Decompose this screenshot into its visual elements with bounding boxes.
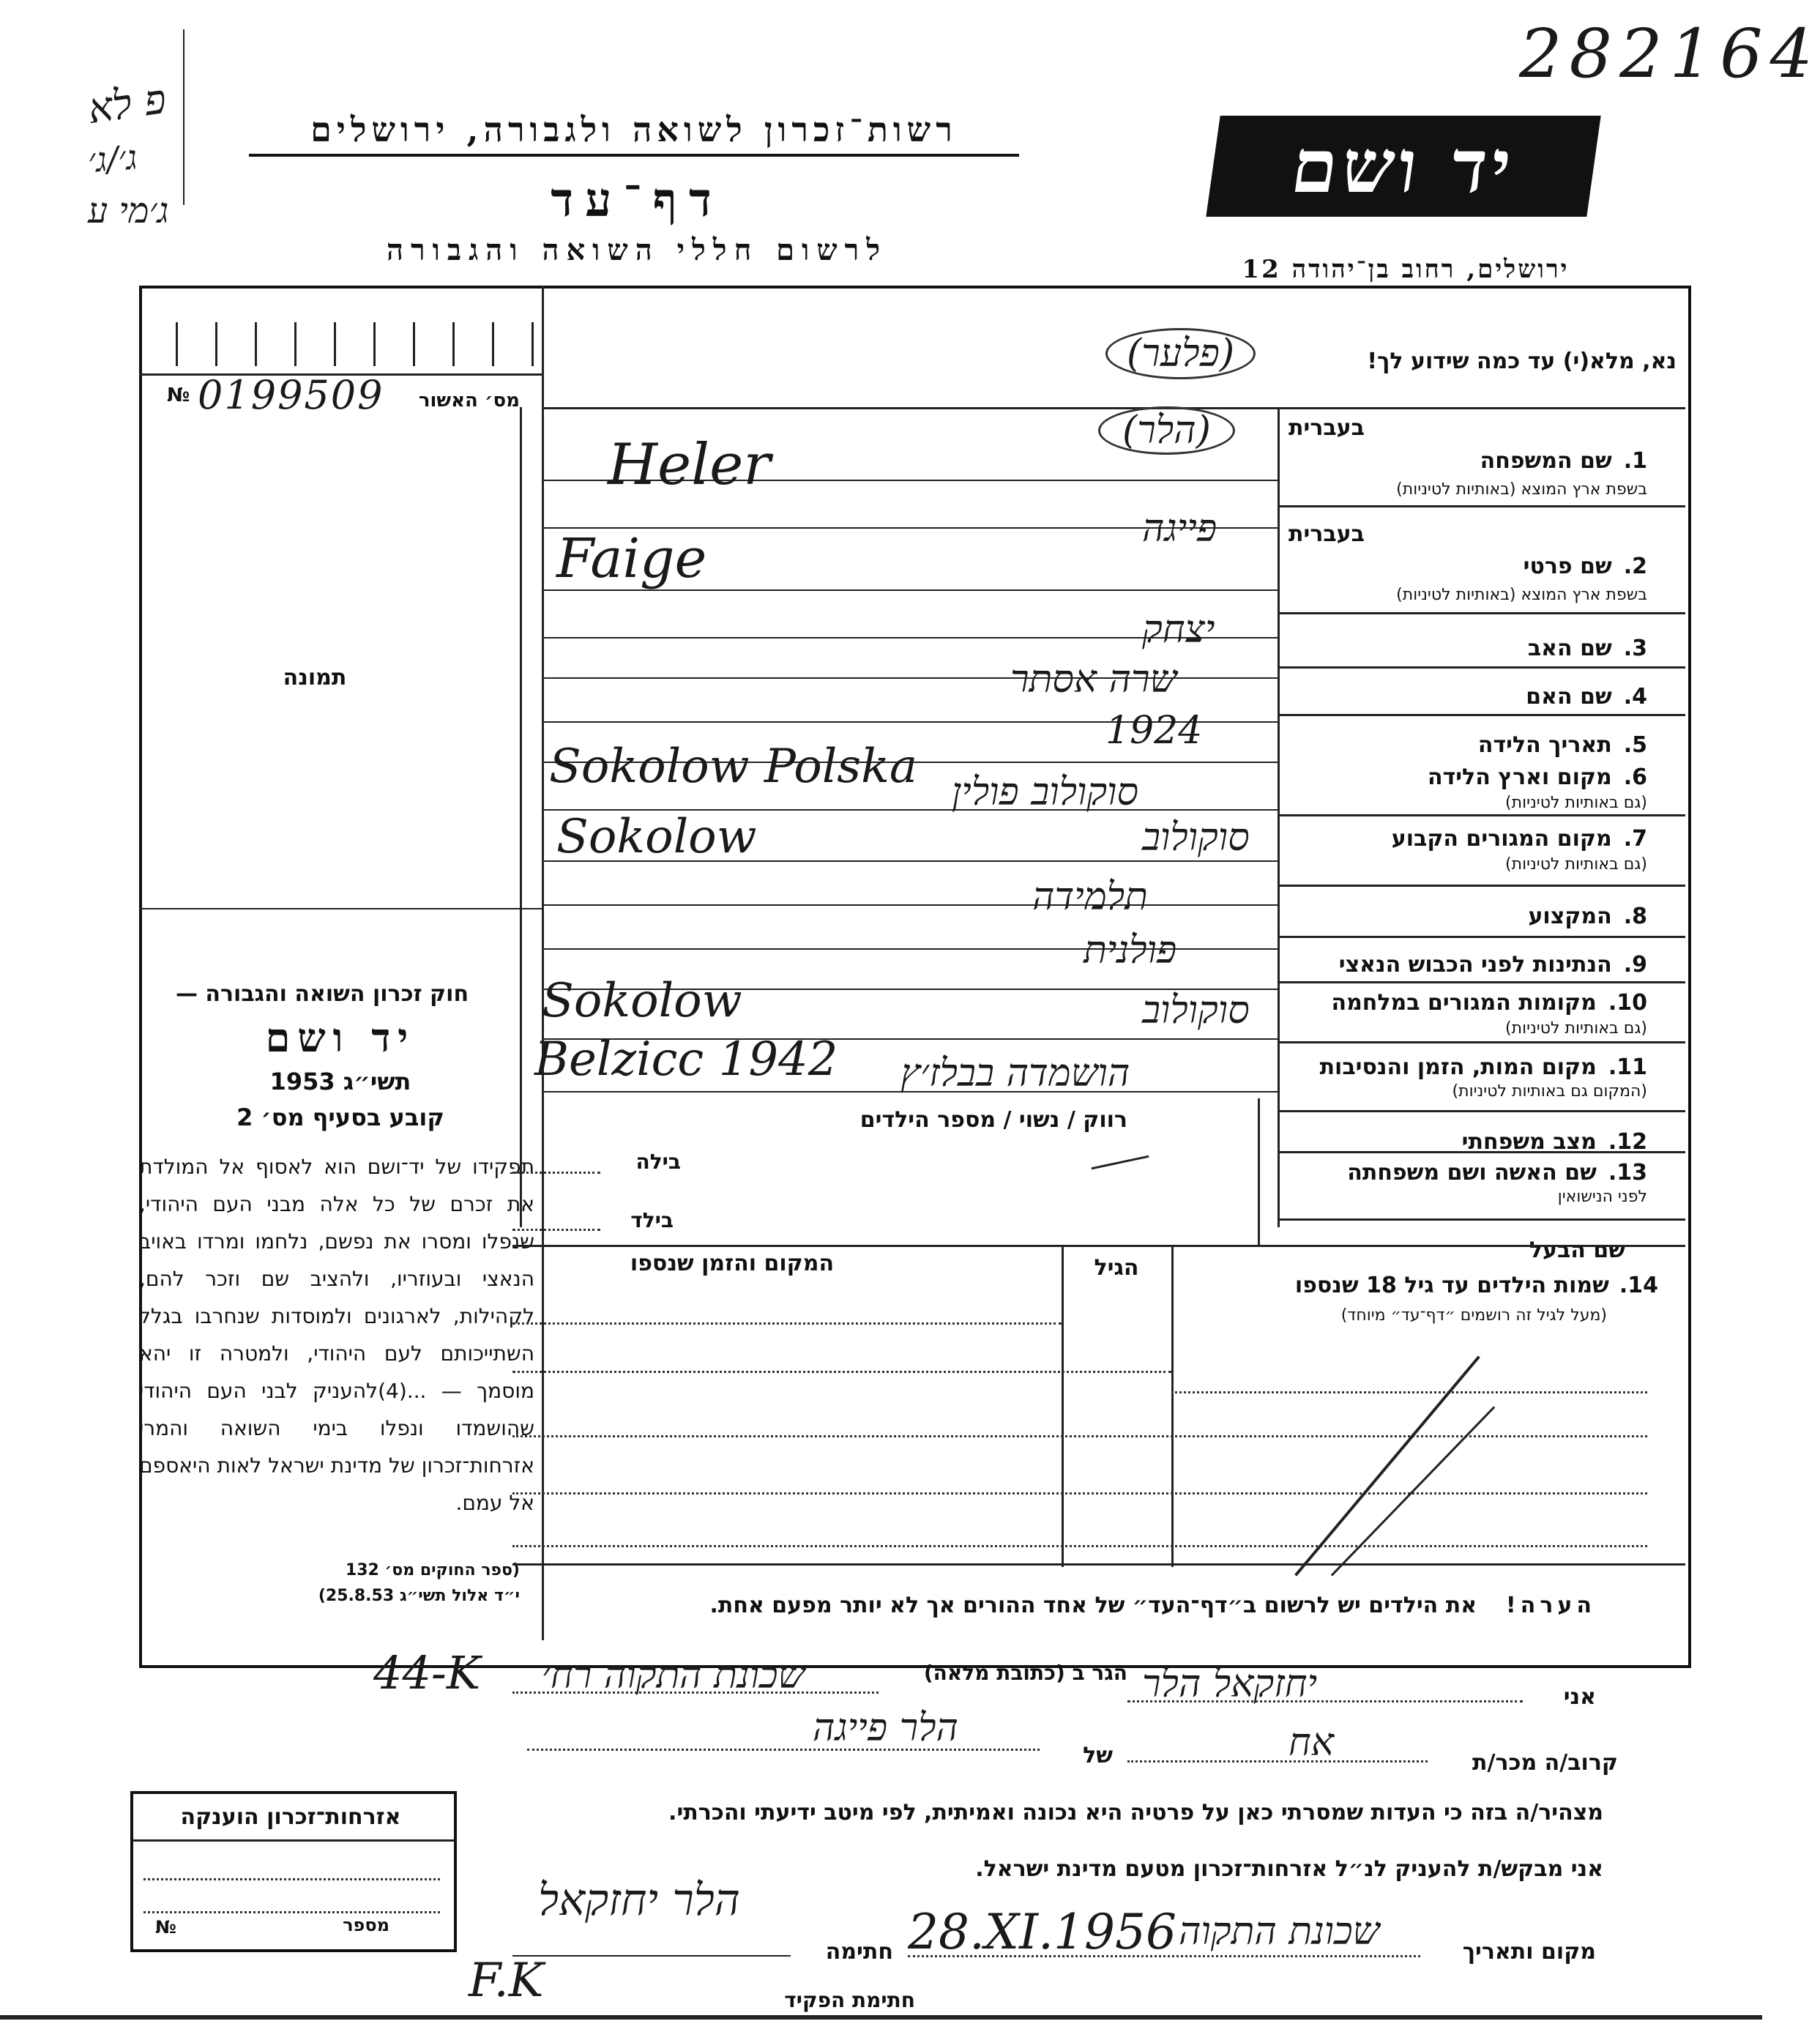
cert-number-label: מס׳ האשור bbox=[418, 390, 520, 412]
field-4-text: שם האם bbox=[1526, 684, 1612, 710]
decl-clerk-signature: F.K bbox=[469, 1954, 544, 2008]
stamp-box-number-sign: № bbox=[155, 1917, 176, 1938]
law-ref-2: י״ד אלול תשי״ג 25.8.53) bbox=[318, 1587, 520, 1605]
scan-edge bbox=[0, 2015, 1762, 2020]
heb-hint-1: בעברית bbox=[1288, 415, 1365, 441]
corner-scribble-3: ג׳מי ע bbox=[88, 190, 169, 231]
field-2-label bbox=[1288, 554, 1647, 579]
field-6-sub: (גם באותיות לטיניות) bbox=[1505, 794, 1647, 812]
value-residence-he: סוקולוב bbox=[1142, 816, 1250, 860]
decl-signature: הלר יחזקאל bbox=[538, 1875, 740, 1926]
decl-statement: מצהיר/ה בזה כי העדות שמסרתי כאן על פרטיה היא נכונה ואמיתית, לפי מיטב ידיעתי והכרתי. bbox=[668, 1800, 1603, 1825]
field-11-label bbox=[1288, 1054, 1647, 1080]
field-8-num: 8. bbox=[1623, 904, 1647, 929]
field-11-num: 11. bbox=[1608, 1054, 1647, 1080]
corner-scribble-1: פ לא bbox=[84, 75, 169, 134]
field-7-sub: (גם באותיות לטיניות) bbox=[1505, 855, 1647, 874]
field-7-num: 7. bbox=[1623, 826, 1647, 852]
law-year: תשי״ג 1953 bbox=[269, 1068, 411, 1095]
yad-vashem-logo bbox=[1206, 116, 1600, 217]
value-mother: שרה אסתר bbox=[1010, 658, 1177, 701]
marital-girls: בילה bbox=[635, 1150, 681, 1174]
field-10-label bbox=[1288, 990, 1647, 1016]
law-ref-1: (ספר החוקים מס׳ 132 bbox=[345, 1561, 520, 1579]
law-divider bbox=[139, 908, 542, 909]
field-10-text: מקומות המגורים במלחמה bbox=[1331, 990, 1597, 1016]
label-column-border bbox=[1278, 407, 1280, 1227]
decl-relative-label: קרוב/ה מכר/ת bbox=[1472, 1750, 1618, 1776]
field-3-text: שם האב bbox=[1527, 636, 1612, 661]
field-9-label bbox=[1288, 952, 1647, 978]
children-col-age: הגיל bbox=[1094, 1255, 1139, 1281]
field-5-text: תאריך הלידה bbox=[1477, 732, 1612, 758]
institution-name: רשות־זכרון לשואה ולגבורה, ירושלים bbox=[249, 110, 1019, 157]
law-logo: יד ושם bbox=[265, 1014, 416, 1061]
value-birthplace-latin: Sokolow Polska bbox=[549, 740, 918, 794]
field-1-label bbox=[1288, 448, 1647, 474]
field-6-text: מקום וארץ הלידה bbox=[1427, 764, 1612, 790]
children-col-place: המקום והזמן שנספו bbox=[630, 1251, 835, 1276]
value-birth-date: 1924 bbox=[1105, 709, 1203, 753]
field-5-label bbox=[1288, 732, 1647, 758]
children-sub: (מעל לגיל זה רושמים ״דף־עד״ מיוחד) bbox=[1340, 1306, 1607, 1325]
decl-address-number: 44-K bbox=[373, 1646, 481, 1700]
law-text: תפקידו של יד־ושם הוא לאסוף אל המולדת את זכרם של כל אלה מבני העם היהודי, שנפלו ומסרו את נפשם, נלחמו ומרדו באויב הנאצי ובעוזריו, ולהציב שם וזכר להם, לקהילות, לארגונים ולמוסדות שנחרבו בגלל השתייכותם לעם היהודי, ולמטרה זו יהא מוסמך — ...(4)להעניק לבני העם היהודי שהושמדו ונפלו בימי השואה והמרי אזרחות־זכרון של מדינת ישראל לאות היאספם אל עמם. bbox=[139, 1155, 534, 1515]
field-8-label bbox=[1288, 904, 1647, 929]
stamp-box-number-label: מספר bbox=[343, 1915, 389, 1935]
value-surname-he: (הלר) bbox=[1098, 406, 1235, 455]
decl-resides-label: הגר ב (כתובת מלאה) bbox=[923, 1661, 1127, 1685]
ticks-strip bbox=[176, 322, 534, 366]
field-3-num: 3. bbox=[1623, 636, 1647, 661]
form-subtitle: לרשום חללי השואה והגבורה bbox=[386, 233, 888, 267]
stamp-box bbox=[130, 1791, 457, 1952]
field-9-num: 9. bbox=[1623, 952, 1647, 978]
value-surname-latin: Heler bbox=[608, 432, 771, 498]
photo-label: תמונה bbox=[283, 665, 347, 691]
children-label bbox=[1182, 1273, 1658, 1298]
field-12-num: 12. bbox=[1608, 1129, 1647, 1155]
law-clause: קובע בסעיף מס׳ 2 bbox=[236, 1103, 444, 1131]
field-5-num: 5. bbox=[1623, 732, 1647, 758]
field-4-num: 4. bbox=[1623, 684, 1647, 710]
field-2-sub: בשפת ארץ המוצא (באותיות לטיניות) bbox=[1396, 586, 1647, 604]
corner-stroke bbox=[183, 29, 184, 205]
instructions-rule bbox=[542, 407, 1685, 409]
field-8-text: המקצוע bbox=[1528, 904, 1612, 929]
value-war-residence-latin: Sokolow bbox=[542, 974, 742, 1028]
decl-address: שכונת התקוה רח׳ bbox=[542, 1653, 805, 1697]
decl-of-value: הלר פייגה bbox=[813, 1706, 959, 1750]
values-left-border bbox=[520, 407, 522, 1227]
field-6-num: 6. bbox=[1623, 764, 1647, 790]
children-num: 14. bbox=[1619, 1273, 1658, 1298]
page-number: 282164 bbox=[1519, 15, 1820, 93]
stamp-box-title: אזרחות־זכרון הוענקה bbox=[180, 1804, 401, 1830]
value-death-latin: Belzicc 1942 bbox=[534, 1032, 838, 1087]
decl-relation: אח bbox=[1288, 1721, 1334, 1765]
address: ירושלים, רחוב בן־יהודה 12 bbox=[1242, 255, 1570, 284]
field-1-num: 1. bbox=[1623, 448, 1647, 474]
value-father: יצחק bbox=[1142, 608, 1215, 652]
field-2-num: 2. bbox=[1623, 554, 1647, 579]
note-text bbox=[556, 1593, 1596, 1618]
field-4-label bbox=[1288, 684, 1647, 710]
husband-label: שם הבעל bbox=[1529, 1237, 1625, 1263]
cert-number: 0199509 bbox=[198, 372, 384, 418]
marital-label: רווק / נשוי / מספר הילדים bbox=[859, 1107, 1127, 1133]
decl-date: 28.XI.1956 bbox=[908, 1904, 1176, 1960]
decl-place-date-label: מקום ותאריך bbox=[1462, 1939, 1596, 1965]
corner-scribble-2: ג׳/ג׳ bbox=[86, 137, 138, 181]
field-1-sub: בשפת ארץ המוצא (באותיות לטיניות) bbox=[1396, 480, 1647, 499]
decl-name: יחזקאל הלר bbox=[1142, 1662, 1318, 1706]
field-13-num: 13. bbox=[1608, 1160, 1647, 1186]
field-11-text: מקום המות, הזמן והנסיבות bbox=[1319, 1054, 1597, 1080]
heb-hint-2: בעברית bbox=[1288, 521, 1365, 547]
decl-i-label: אני bbox=[1563, 1684, 1596, 1710]
children-col-1 bbox=[1171, 1245, 1174, 1567]
decl-signature-label: חתימה bbox=[825, 1939, 893, 1965]
field-3-label bbox=[1288, 636, 1647, 661]
field-6-label bbox=[1288, 764, 1647, 790]
value-war-residence-he: סוקולוב bbox=[1142, 989, 1250, 1032]
children-col-2 bbox=[1062, 1245, 1064, 1567]
value-death-he: הושמדה בבלז׳ץ bbox=[900, 1052, 1130, 1095]
note-body: את הילדים יש לרשום ב״דף־העד״ של אחד ההורים אך לא יותר מפעם אחת. bbox=[709, 1593, 1477, 1618]
field-11-sub: (המקום גם באותיות לטיניות) bbox=[1452, 1082, 1647, 1101]
value-profession: תלמידה bbox=[1032, 875, 1148, 919]
field-2-text: שם פרטי bbox=[1523, 554, 1612, 579]
decl-request: אני מבקש/ת להעניק לנ״ל אזרחות־זכרון מטעם מדינת ישראל. bbox=[975, 1856, 1603, 1882]
decl-clerk-label: חתימת הפקיד bbox=[784, 1988, 915, 2012]
law-title: חוק זכרון השואה והגבורה — bbox=[175, 981, 469, 1007]
note-label: הערה! bbox=[1506, 1593, 1596, 1618]
value-nationality: פולנית bbox=[1084, 928, 1177, 972]
field-10-sub: (גם באותיות לטיניות) bbox=[1505, 1019, 1647, 1038]
field-10-num: 10. bbox=[1608, 990, 1647, 1016]
cert-number-suffix: № bbox=[167, 384, 190, 406]
field-1-text: שם המשפחה bbox=[1480, 448, 1612, 474]
marital-column-border bbox=[1258, 1098, 1260, 1245]
field-7-text: מקום המגורים הקבוע bbox=[1391, 826, 1612, 852]
decl-of-label: של bbox=[1083, 1743, 1113, 1768]
marital-boys: בילד bbox=[630, 1208, 674, 1232]
decl-place: שכונת התקוה bbox=[1179, 1910, 1380, 1954]
field-7-label bbox=[1288, 826, 1647, 852]
field-13-sub: לפני הנישואין bbox=[1557, 1188, 1647, 1206]
value-residence-latin: Sokolow bbox=[556, 810, 757, 864]
form-title: דף־עד bbox=[551, 173, 723, 228]
field-13-label bbox=[1288, 1160, 1647, 1186]
instructions: נא, מלא(י) עד כמה שידוע לך! bbox=[1367, 349, 1677, 374]
field-12-text: מצב משפחתי bbox=[1461, 1129, 1597, 1155]
field-13-text: שם האשה ושם משפחתה bbox=[1347, 1160, 1597, 1186]
value-birthplace-he: סוקולוב פולין bbox=[952, 770, 1138, 814]
children-text: שמות הילדים עד גיל 18 שנספו bbox=[1294, 1273, 1609, 1298]
instructions-note: (פלער) bbox=[1105, 328, 1256, 379]
value-firstname-he: פייגה bbox=[1142, 507, 1217, 551]
field-9-text: הנתינות לפני הכבוש הנאצי bbox=[1338, 952, 1612, 978]
logo-text: יד ושם bbox=[1286, 123, 1521, 209]
value-firstname-latin: Faige bbox=[556, 527, 707, 590]
